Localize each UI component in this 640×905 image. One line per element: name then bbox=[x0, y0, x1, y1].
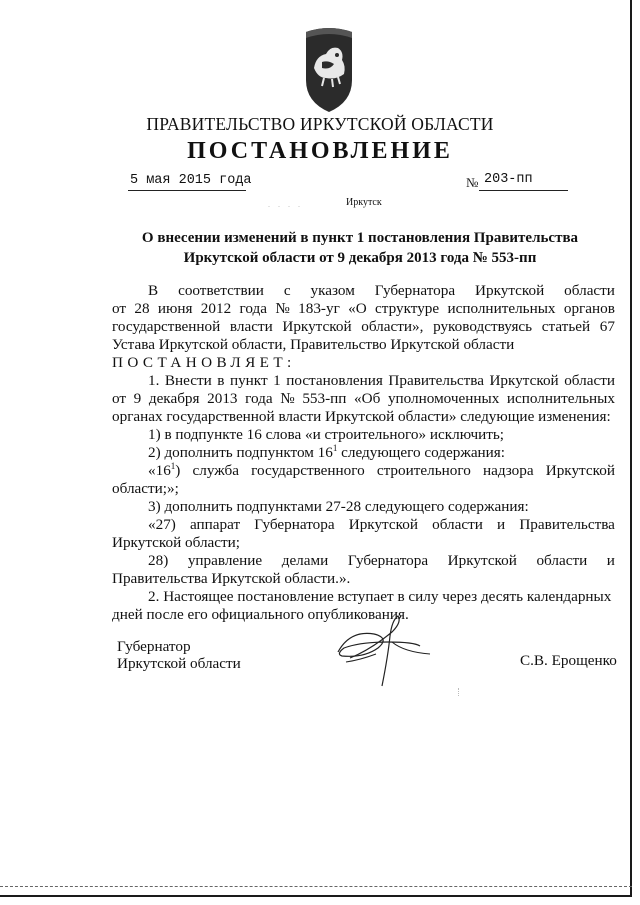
word: Иркутской bbox=[348, 516, 418, 533]
quote-27-line-1 bbox=[148, 516, 615, 534]
signatory-position bbox=[117, 638, 241, 672]
word: Внести bbox=[164, 372, 212, 389]
number-underline bbox=[479, 190, 568, 191]
quote-28-line-1 bbox=[148, 552, 615, 570]
word: исполнительных bbox=[447, 300, 556, 317]
title-line-1: О внесении изменений в пункт 1 постановления Правительства bbox=[141, 230, 579, 246]
word: В bbox=[148, 282, 159, 299]
quote-16-1-label bbox=[148, 462, 180, 480]
quote-16-1-line-2: области;»; bbox=[112, 480, 179, 497]
government-name: ПРАВИТЕЛЬСТВО ИРКУТСКОЙ ОБЛАСТИ bbox=[146, 114, 494, 134]
word: статьей bbox=[541, 318, 591, 335]
item-1-line-3: органах государственной власти Иркутской области» следующие изменения: bbox=[112, 408, 611, 425]
word: 2012 bbox=[200, 300, 232, 317]
word: области bbox=[564, 372, 615, 389]
word: Губернатора bbox=[254, 516, 335, 533]
word: исполнительных bbox=[506, 390, 615, 407]
word: в bbox=[217, 372, 225, 389]
word: государственного bbox=[251, 462, 365, 479]
word: от bbox=[112, 300, 127, 317]
word: руководствуясь bbox=[433, 318, 533, 335]
word: соответствии bbox=[178, 282, 264, 299]
word: области bbox=[432, 516, 483, 533]
word: аппарат bbox=[190, 516, 241, 533]
word: строительного bbox=[376, 462, 471, 479]
preamble-line-2 bbox=[112, 300, 615, 318]
word: области bbox=[564, 282, 615, 299]
word: делами bbox=[281, 552, 329, 569]
word: года bbox=[239, 300, 267, 317]
quote-16-1-superscript: 1 bbox=[170, 460, 176, 471]
word: Губернатора bbox=[374, 282, 456, 299]
city: Иркутск bbox=[346, 197, 382, 208]
word: года bbox=[245, 390, 273, 407]
item-2-line-1: 2. Настоящее постановление вступает в силу через десять календарных bbox=[148, 588, 612, 605]
word: власти bbox=[229, 318, 273, 335]
quote-27-line-2: Иркутской области; bbox=[112, 534, 240, 551]
word: уполномоченных bbox=[387, 390, 500, 407]
word: 1. bbox=[148, 372, 160, 389]
word: 9 bbox=[133, 390, 142, 407]
date-underline bbox=[128, 190, 246, 191]
word: 28) bbox=[148, 552, 169, 569]
subitem-2-text-end: следующего содержания: bbox=[337, 444, 506, 461]
word: «27) bbox=[148, 516, 176, 533]
preamble-line-1 bbox=[148, 282, 615, 300]
word: Иркутской bbox=[282, 318, 352, 335]
word: 1 bbox=[273, 372, 281, 389]
word: государственной bbox=[112, 318, 221, 335]
word: 2013 bbox=[207, 390, 238, 407]
handwritten-signature bbox=[330, 612, 440, 690]
word: Иркутской bbox=[489, 372, 559, 389]
word: области», bbox=[361, 318, 424, 335]
scan-speck bbox=[458, 688, 461, 696]
word: июня bbox=[157, 300, 193, 317]
word: и bbox=[497, 516, 506, 533]
word: управление bbox=[187, 552, 263, 569]
coat-of-arms-icon bbox=[300, 22, 358, 114]
word: декабря bbox=[148, 390, 200, 407]
subitem-2-text: 2) дополнить подпунктом 16 bbox=[148, 444, 333, 461]
word: 183-уг bbox=[298, 300, 340, 317]
signatory-position-line-2: Иркутской области bbox=[117, 655, 241, 672]
title-line-2: Иркутской области от 9 декабря 2013 года № 553-пп bbox=[183, 250, 537, 266]
preamble-line-4: Устава Иркутской области, Правительство Иркутской области bbox=[112, 336, 515, 353]
scan-artifact-line bbox=[0, 886, 632, 887]
signatory-name: С.В. Ерощенко bbox=[520, 652, 617, 669]
page-edge-bottom bbox=[0, 895, 632, 897]
word: Правительства bbox=[519, 516, 615, 533]
word: структуре bbox=[375, 300, 440, 317]
subitem-3: 3) дополнить подпунктами 27-28 следующего содержания: bbox=[148, 498, 529, 515]
word: «О bbox=[348, 300, 367, 317]
word: постановления bbox=[286, 372, 383, 389]
word: Правительства bbox=[388, 372, 484, 389]
word: служба bbox=[192, 462, 239, 479]
subitem-2-superscript: 1 bbox=[332, 442, 338, 453]
signatory-position-line-1: Губернатор bbox=[117, 638, 191, 655]
quote-16-1-open: «16 bbox=[148, 462, 171, 479]
resolves-word: ПОСТАНОВЛЯЕТ: bbox=[112, 354, 296, 371]
word: с bbox=[283, 282, 291, 299]
word: № bbox=[275, 300, 290, 317]
document-date: 5 мая 2015 года bbox=[130, 173, 252, 188]
word: Губернатора bbox=[347, 552, 429, 569]
item-1-line-1 bbox=[148, 372, 615, 390]
subitem-2 bbox=[148, 444, 615, 462]
word: от bbox=[112, 390, 127, 407]
word: «Об bbox=[354, 390, 381, 407]
word: Иркутской bbox=[475, 282, 545, 299]
word: надзора bbox=[482, 462, 534, 479]
word: 67 bbox=[599, 318, 615, 335]
item-1-line-2 bbox=[112, 390, 615, 408]
quote-16-1-line-1 bbox=[148, 462, 615, 480]
document-title bbox=[110, 228, 610, 268]
word: № bbox=[280, 390, 295, 407]
document-number: 203-пп bbox=[484, 172, 533, 187]
number-sign: № bbox=[466, 175, 479, 190]
quote-28-line-2: Правительства Иркутской области.». bbox=[112, 570, 351, 587]
subitem-1: 1) в подпункте 16 слова «и строительного» исключить; bbox=[148, 426, 505, 443]
word: Иркутской bbox=[447, 552, 517, 569]
word: пункт bbox=[229, 372, 268, 389]
document-type: ПОСТАНОВЛЕНИЕ bbox=[187, 138, 453, 164]
quote-16-1-paren: ) bbox=[175, 462, 181, 479]
word: 553-пп bbox=[302, 390, 347, 407]
word: указом bbox=[310, 282, 355, 299]
word: и bbox=[606, 552, 615, 569]
preamble-line-3 bbox=[112, 318, 615, 336]
word: Иркутской bbox=[545, 462, 615, 479]
word: 28 bbox=[134, 300, 150, 317]
word: области bbox=[536, 552, 588, 569]
word: органов bbox=[563, 300, 615, 317]
scan-specks: . . . . bbox=[268, 200, 303, 209]
item-2-line-2: дней после его официального опубликования. bbox=[112, 606, 409, 623]
